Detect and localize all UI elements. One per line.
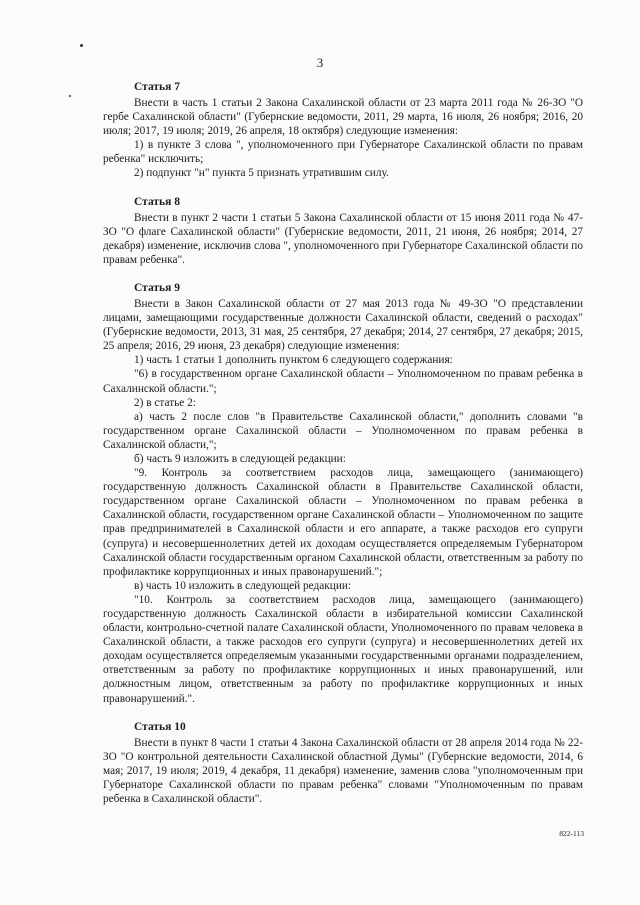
article-paragraph: 2) в статье 2: [134, 396, 196, 409]
article-paragraph: б) часть 9 изложить в следующей редакции: [134, 452, 346, 465]
article-title: Статья 7 [134, 81, 180, 93]
article-paragraph: Внести в пункт 8 части 1 статьи 4 Закона Сахалинской области от 28 апреля 2014 года № 22-ЗО "О контрольной деятельности Сахалинской областной Думы" (Губернские ведомости, 2014, 6 мая; 2017, 19 июля; 2019, 4 декабря, 11 декабря) изменение, заменив слова "уполномоченным при Губернаторе Сахалинской области по правам ребенка" словами "Уполномоченным по правам ребенка в Сахалинской области". [103, 736, 583, 806]
article-7 [103, 80, 583, 181]
article-paragraph: "6) в государственном органе Сахалинской области – Уполномоченном по правам ребенка в Сахалинской области."; [103, 368, 583, 395]
article-9 [103, 281, 583, 706]
article-title: Статья 9 [134, 281, 180, 294]
article-paragraph: Внести в Закон Сахалинской области от 27 мая 2013 года № 49-ЗО "О представлении лицами, замещающими государственные должности Сахалинской области, сведений о расходах" (Губернские ведомости, 2013, 31 мая, 25 сентября, 27 декабря; 2014, 27 сентября, 27 декабря; 2015, 25 апреля; 2016, 29 июня, 23 декабря) следующие изменения: [103, 297, 583, 353]
article-paragraph: в) часть 10 изложить в следующей редакции: [134, 579, 352, 592]
article-10 [103, 720, 583, 806]
scan-mark [80, 44, 83, 47]
scan-mark [69, 95, 71, 97]
article-paragraph: 2) подпункт "н" пункта 5 признать утратившим силу. [134, 167, 389, 180]
article-paragraph: Внести в часть 1 статьи 2 Закона Сахалинской области от 23 марта 2011 года № 26-ЗО "О гербе Сахалинской области" (Губернские ведомости, 2011, 29 марта, 16 июля, 26 ноября; 2016, 20 июля; 2017, 19 июля; 2019, 26 апреля, 18 октября) следующие изменения: [103, 97, 583, 138]
document-code: 822-113 [559, 829, 584, 838]
article-paragraph: а) часть 2 после слов "в Правительстве Сахалинской области," дополнить словами "в государственном органе Сахалинской области – Уполномоченном по правам ребенка в Сахалинской области,"; [103, 410, 583, 451]
page-number: 3 [316, 55, 324, 70]
article-paragraph: Внести в пункт 2 части 1 статьи 5 Закона Сахалинской области от 15 июня 2011 года № 47-ЗО "О флаге Сахалинской области" (Губернские ведомости, 2011, 21 июня, 26 ноября; 2014, 27 декабря) изменение, исключив слова ", уполномоченного при Губернаторе Сахалинской области по правам ребенка". [103, 211, 583, 266]
article-paragraph: 1) часть 1 статьи 1 дополнить пунктом 6 следующего содержания: [134, 354, 453, 367]
article-8 [103, 195, 583, 267]
article-title: Статья 8 [134, 195, 180, 208]
article-paragraph: "9. Контроль за соответствием расходов лица, замещающего (занимающего) государственную должность Сахалинской области в Правительстве Сахалинской области, государственном органе Сахалинской области – Уполномоченном по правам ребенка в Сахалинской области, государственном органе Сахалинской области – Уполномоченном по защите прав предпринимателей в Сахалинской области и его аппарате, а также расходов его супруги (супруга) и несовершеннолетних детей их доходам осуществляется определяемым Губернатором Сахалинской области государственным органом Сахалинской области, ответственным за работу по профилактике коррупционных и иных правонарушений."; [103, 467, 583, 578]
article-title: Статья 10 [134, 720, 186, 733]
document-body [103, 80, 583, 806]
article-paragraph: 1) в пункте 3 слова ", уполномоченного при Губернаторе Сахалинской области по правам ребенка" исключить; [103, 139, 583, 166]
article-paragraph: "10. Контроль за соответствием расходов лица, замещающего (занимающего) государственную должность Сахалинской области в избирательной комиссии Сахалинской области, контрольно-счетной палате Сахалинской области, Уполномоченного по правам человека в Сахалинской области, а также расходов его супруги (супруга) и несовершеннолетних детей их доходам осуществляется определяемым указанными государственными органами подразделением, ответственным за работу по профилактике коррупционных и иных правонарушений, или должностным лицом, ответственным за работу по профилактике коррупционных и иных правонарушений.". [103, 593, 583, 705]
